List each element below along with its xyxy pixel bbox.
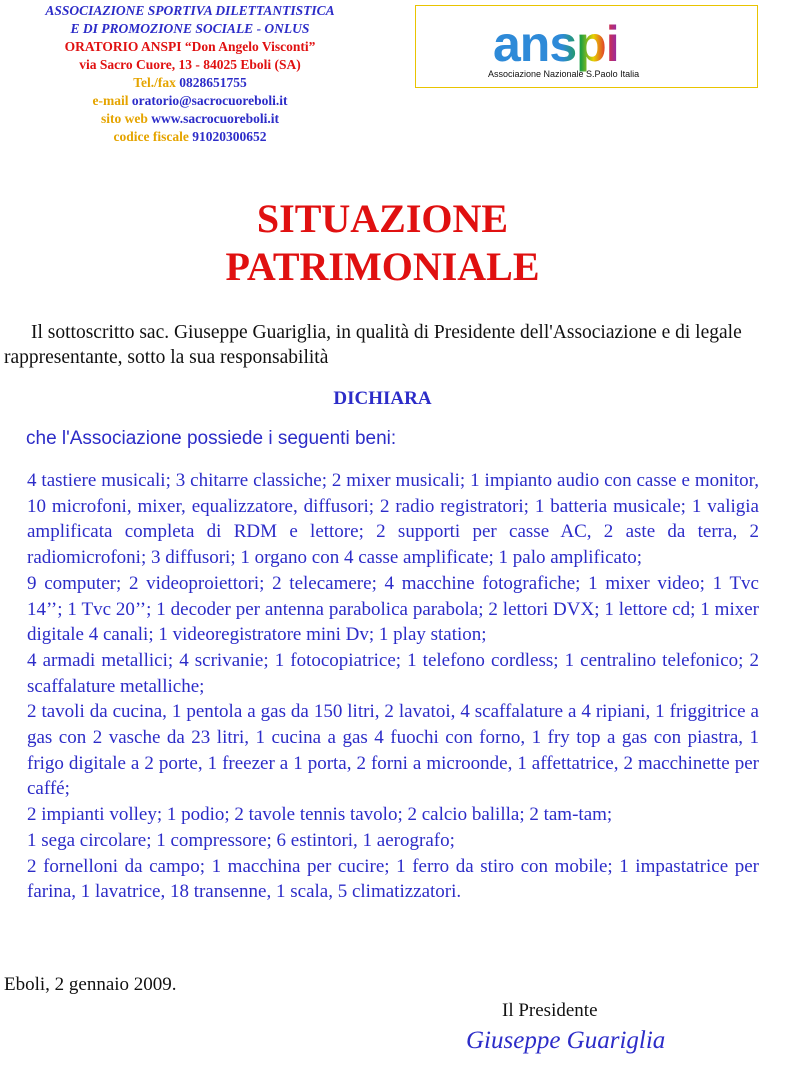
web-value: www.sacrocuoreboli.it: [151, 111, 279, 126]
fiscal-code-value: 91020300652: [192, 129, 267, 144]
list-item: 9 computer; 2 videoproiettori; 2 telecamere; 4 macchine fotografiche; 1 mixer video; 1 Tvc 14’’; 1 Tvc 20’’; 1 decoder per antenna parabolica parabola; 2 lettori DVX; 1 lettore cd; 1 mixer digitale 4 canali; 1 videoregistratore mini Dv; 1 play station;: [27, 572, 759, 646]
list-item: 2 impianti volley; 1 podio; 2 tavole tennis tavolo; 2 calcio balilla; 2 tam-tam;: [27, 804, 613, 826]
list-item: 4 armadi metallici; 4 scrivanie; 1 fotocopiatrice; 1 telefono cordless; 1 centralino telefonico; 2 scaffalature metalliche;: [27, 649, 759, 697]
anspi-logo: [415, 5, 758, 88]
email-line: [0, 92, 380, 110]
svg-text:anspi: anspi: [493, 16, 619, 72]
date-line: Eboli, 2 gennaio 2009.: [4, 974, 177, 995]
web-label: sito web: [101, 111, 148, 126]
header-line-1: ASSOCIAZIONE SPORTIVA DILETTANTISTICA: [45, 3, 335, 18]
oratorio-name: ORATORIO ANSPI “Don Angelo Visconti”: [64, 39, 316, 54]
fiscal-code-line: [0, 128, 380, 146]
list-item: 4 tastiere musicali; 3 chitarre classiche; 2 mixer musicali; 1 impianto audio con casse e monitor, 10 microfoni, mixer, equalizzatore, diffusori; 2 radio registratori; 1 batteria musicale; 1 valigia amplificata completa di RDM e lettore; 2 supporti per casse AC, 2 aste da terra, 2 radiomicrofoni; 3 diffusori; 1 organo con 4 casse amplificate; 1 palo amplificato;: [27, 470, 759, 569]
tel-label: Tel./fax: [133, 75, 176, 90]
assets-list: [27, 468, 759, 905]
list-item: 1 sega circolare; 1 compressore; 6 estintori, 1 aerografo;: [27, 829, 455, 851]
email-value: oratorio@sacrocuoreboli.it: [131, 93, 288, 108]
title-line-2: PATRIMONIALE: [225, 244, 540, 289]
declares-heading: DICHIARA: [333, 388, 432, 409]
tel-line: [0, 74, 380, 92]
web-line: [0, 110, 380, 128]
list-item: 2 fornelloni da campo; 1 macchina per cucire; 1 ferro da stiro con mobile; 1 impastatrice per farina, 1 lavatrice, 18 transenne, 1 scala, 5 climatizzatori.: [27, 855, 759, 903]
address: via Sacro Cuore, 13 - 84025 Eboli (SA): [79, 57, 301, 72]
fiscal-code-label: codice fiscale: [113, 129, 189, 144]
title-line-1: SITUAZIONE: [256, 196, 509, 241]
list-item: 2 tavoli da cucina, 1 pentola a gas da 150 litri, 2 lavatoi, 4 scaffalature a 4 ripiani, 1 friggitrice a gas con 2 vasche da 23 litri, 1 cucina a gas 4 fuochi con forno, 1 fry top a gas con piastra, 1 frigo digitale a 2 porte, 1 freezer a 1 porta, 2 forni a microonde, 1 affettatrice, 2 macchinette per caffé;: [27, 701, 759, 800]
logo-caption: Associazione Nazionale S.Paolo Italia: [488, 69, 640, 79]
tel-value: 0828651755: [179, 75, 247, 90]
header-line-2: E DI PROMOZIONE SOCIALE - ONLUS: [70, 21, 310, 36]
lead-sentence: che l'Associazione possiede i seguenti beni:: [26, 428, 397, 449]
association-header: [0, 2, 380, 146]
page-title: [0, 195, 765, 291]
intro-paragraph: Il sottoscritto sac. Giuseppe Guariglia, in qualità di Presidente dell'Associazione e di legale rappresentante, sotto la sua responsabilità: [4, 322, 742, 368]
signature: Giuseppe Guariglia: [466, 1027, 666, 1054]
president-label: Il Presidente: [502, 1000, 598, 1021]
email-label: e-mail: [92, 93, 129, 108]
